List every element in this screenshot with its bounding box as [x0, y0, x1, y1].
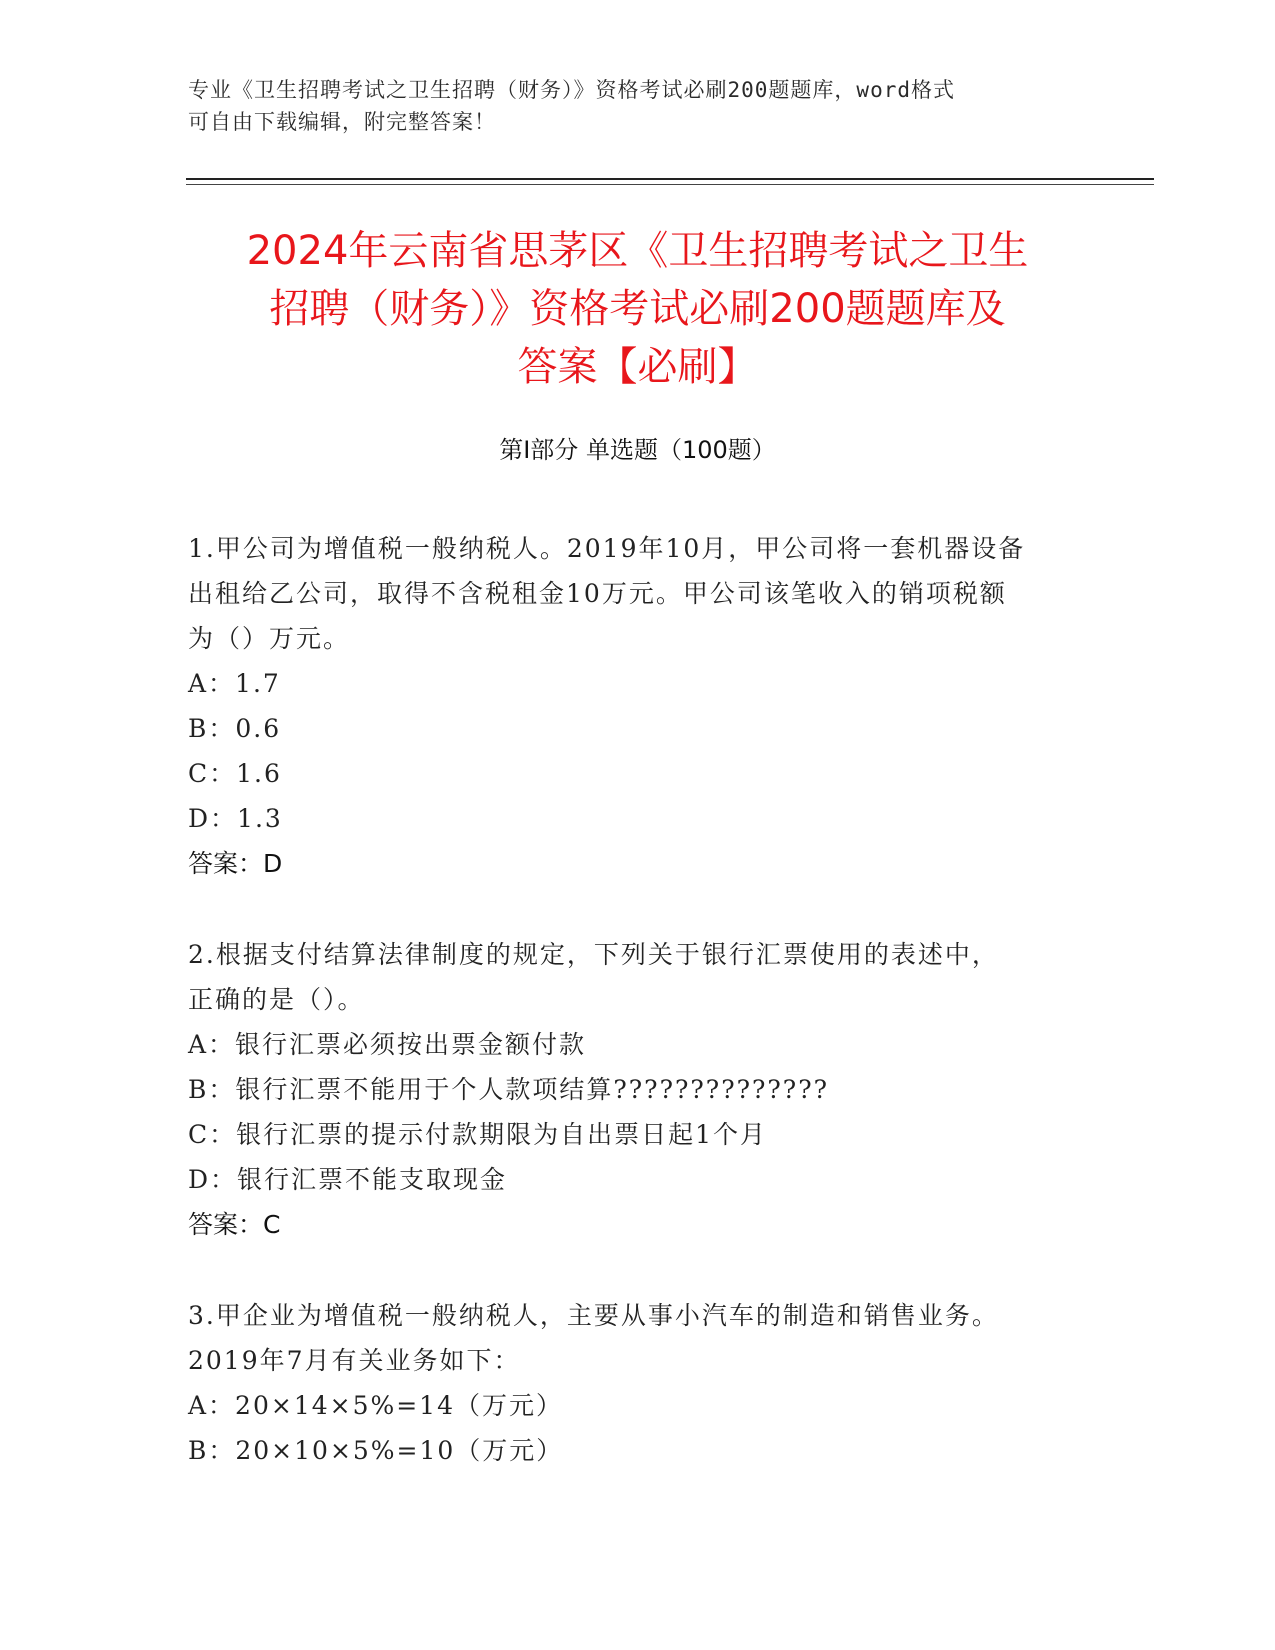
- question-text-line: 3.甲企业为增值税一般纳税人，主要从事小汽车的制造和销售业务。: [188, 1301, 999, 1330]
- option-d: D：银行汇票不能支取现金: [188, 1165, 508, 1194]
- header-note-line-1: 专业《卫生招聘考试之卫生招聘（财务）》资格考试必刷200题题库，word格式: [188, 78, 955, 102]
- option-c: C：1.6: [188, 759, 282, 788]
- answer-label: 答案：D: [188, 849, 283, 878]
- option-a: A：银行汇票必须按出票金额付款: [188, 1030, 587, 1059]
- question-1: [188, 526, 1088, 886]
- question-text-line: 2.根据支付结算法律制度的规定，下列关于银行汇票使用的表述中，: [188, 940, 999, 969]
- question-text-line: 2019年7月有关业务如下：: [188, 1346, 521, 1375]
- title-line-1: 2024年云南省思茅区《卫生招聘考试之卫生: [246, 228, 1029, 274]
- header-note: [188, 74, 1088, 138]
- question-list: [188, 526, 1088, 1519]
- title-line-3: 答案【必刷】: [517, 344, 758, 390]
- header-divider-thin: [186, 184, 1154, 185]
- question-text-line: 出租给乙公司，取得不含税租金10万元。甲公司该笔收入的销项税额: [188, 579, 1007, 608]
- question-text-line: 1.甲公司为增值税一般纳税人。2019年10月，甲公司将一套机器设备: [188, 534, 1026, 563]
- option-c: C：银行汇票的提示付款期限为自出票日起1个月: [188, 1120, 768, 1149]
- section-title: 第Ⅰ部分 单选题（100题）: [499, 436, 776, 464]
- answer-label: 答案：C: [188, 1210, 281, 1239]
- question-3: [188, 1293, 1088, 1473]
- document-title: [140, 222, 1135, 396]
- question-text-line: 为（）万元。: [188, 624, 351, 653]
- header-divider-thick: [186, 178, 1154, 180]
- option-a: A：1.7: [188, 669, 281, 698]
- question-text-line: 正确的是（）。: [188, 985, 365, 1014]
- title-line-2: 招聘（财务）》资格考试必刷200题题库及: [269, 286, 1006, 332]
- question-2: [188, 932, 1088, 1247]
- option-d: D：1.3: [188, 804, 283, 833]
- header-note-line-2: 可自由下载编辑，附完整答案！: [188, 110, 496, 134]
- option-a: A：20×14×5%=14（万元）: [188, 1391, 563, 1420]
- option-b: B：0.6: [188, 714, 282, 743]
- option-b: B：银行汇票不能用于个人款项结算??????????????: [188, 1075, 830, 1104]
- option-b: B：20×10×5%=10（万元）: [188, 1436, 564, 1465]
